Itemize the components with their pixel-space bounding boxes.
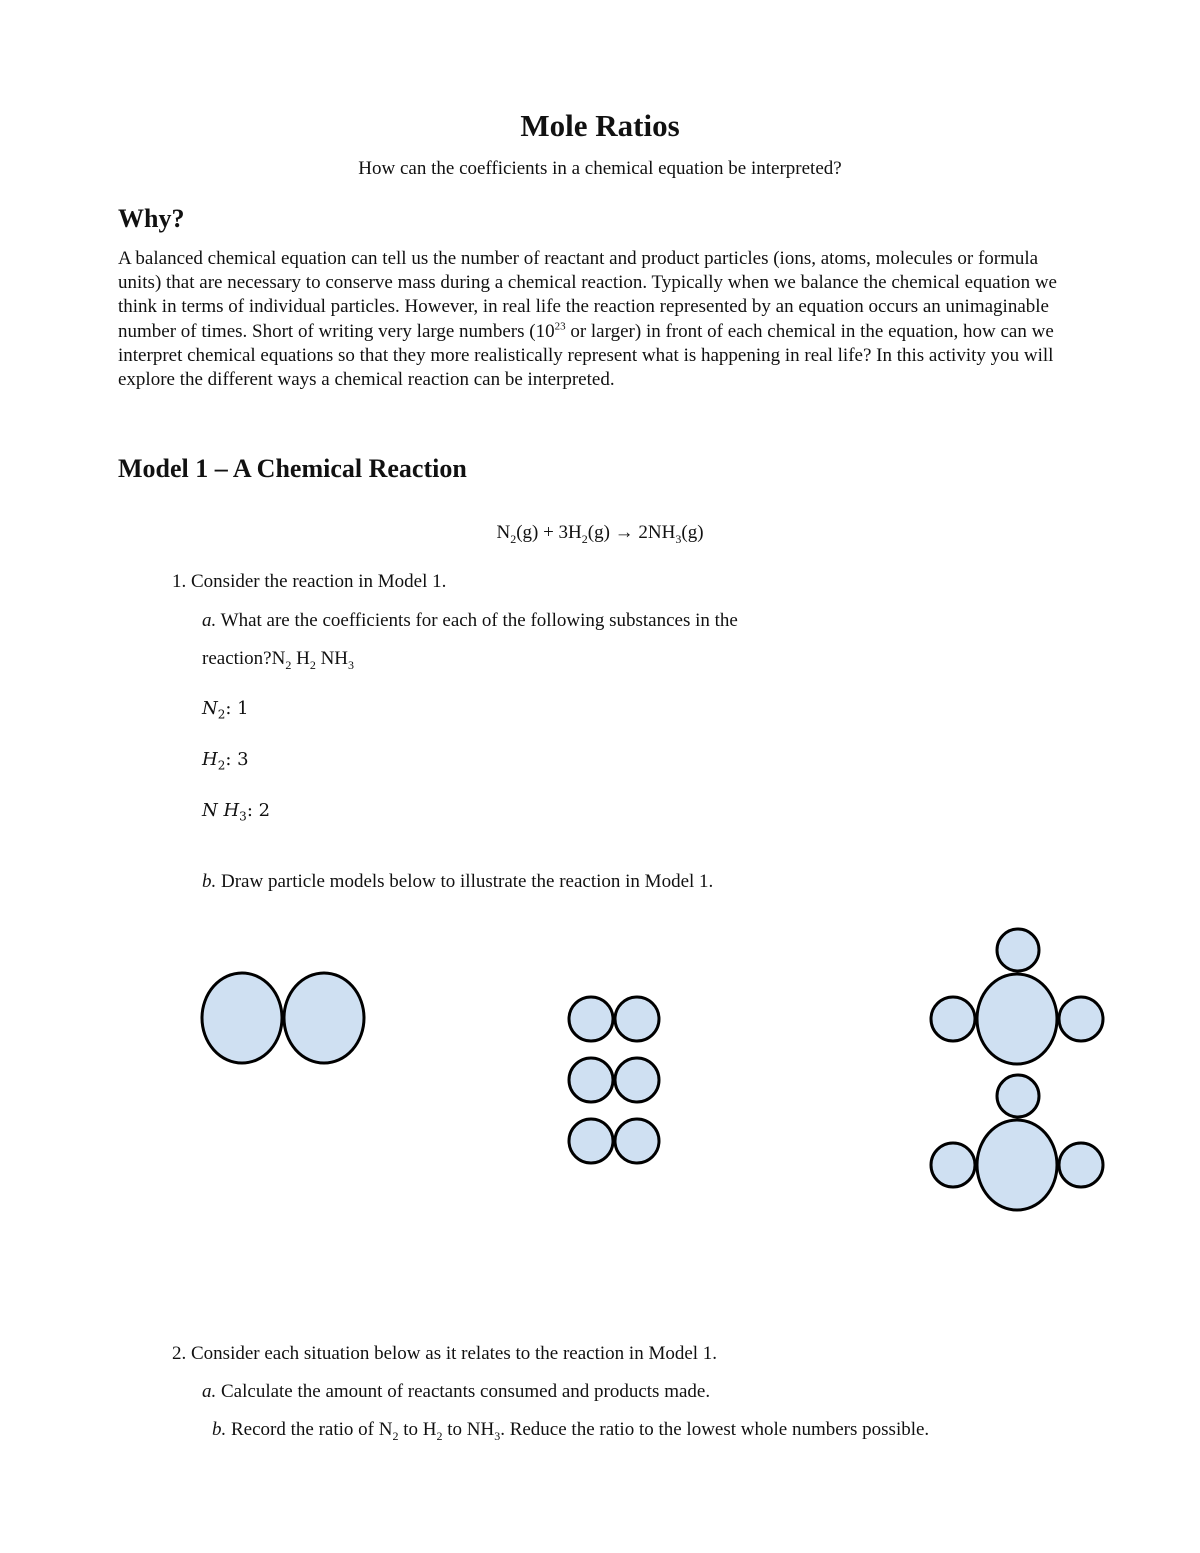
h2-molecule — [569, 1119, 659, 1163]
hydrogen-atom — [569, 1058, 613, 1102]
q1b-text: Draw particle models below to illustrate the reaction in Model 1. — [216, 871, 714, 892]
eq-h2: (g) + 3H — [516, 522, 582, 543]
question-2a — [202, 1381, 710, 1403]
n2-molecule — [202, 973, 364, 1063]
hydrogen-atom — [931, 1143, 975, 1187]
hydrogen-atom — [1059, 997, 1103, 1041]
answer-nh3-value: : 2 — [246, 800, 271, 821]
page-subtitle: How can the coefficients in a chemical equation be interpreted? — [358, 158, 842, 179]
q2b-letter: b. — [212, 1419, 227, 1440]
q1a-sub3: 3 — [348, 657, 355, 672]
hydrogen-atom — [615, 1058, 659, 1102]
why-paragraph-part1: A balanced chemical equation can tell us the number of reactant and product particles (ions, atoms, molecules or formula units) that are necessary to conserve mass during a chemical reaction. Typically when we balance the chemical equation we think in terms of individual particles. However, in real life the reaction represented by an equation occurs an unimaginable number of times. Short of writing very large numbers (10 — [118, 248, 1057, 342]
q1a-letter: a. — [202, 610, 217, 631]
q1a-sub2: 2 — [309, 657, 316, 672]
answer-n2-sub: 2 — [217, 707, 226, 722]
q2b-sub2: 2 — [436, 1428, 443, 1443]
model1-heading: Model 1 – A Chemical Reaction — [118, 454, 467, 483]
q1a-text: What are the coefficients for each of the following substances in the — [216, 610, 738, 631]
question-2: 2. Consider each situation below as it relates to the reaction in Model 1. — [172, 1343, 718, 1364]
q2b-text1: Record the ratio of N — [226, 1419, 393, 1440]
why-heading: Why? — [118, 204, 185, 233]
answer-h2-value: : 3 — [225, 749, 249, 770]
hydrogen-atom — [569, 997, 613, 1041]
answer-h2-formula: H — [202, 749, 218, 770]
page-title: Mole Ratios — [520, 108, 680, 143]
q2a-text: Calculate the amount of reactants consumed and products made. — [216, 1381, 711, 1402]
nh3-molecule — [931, 929, 1103, 1064]
exponent: 23 — [554, 320, 566, 333]
q1a-text2: reaction?N — [202, 648, 286, 669]
hydrogen-atom — [931, 997, 975, 1041]
q1a-sub1: 2 — [285, 657, 292, 672]
hydrogen-atom — [569, 1119, 613, 1163]
question-1: 1. Consider the reaction in Model 1. — [172, 571, 447, 592]
eq-nh3: (g) → 2NH — [587, 522, 676, 543]
answer-n2-value: : 1 — [225, 698, 249, 719]
q1a-mid1: H — [291, 648, 310, 669]
hydrogen-atom — [997, 1075, 1039, 1117]
nitrogen-atom — [284, 973, 364, 1063]
hydrogen-atom — [997, 929, 1039, 971]
answer-nh3-sub: 3 — [239, 809, 247, 824]
hydrogen-atom — [615, 997, 659, 1041]
why-paragraph-part2: or larger) in front of each chemical in the equation, how can we interpret chemical equations so that they more realistically represent what is happening in real life? In this activity you will explore the different ways a chemical reaction can be interpreted. — [118, 320, 1054, 391]
q1a-mid2: NH — [315, 648, 349, 669]
eq-n2: N — [496, 522, 511, 543]
eq-h2-sub: 2 — [581, 531, 588, 546]
h2-molecule — [569, 1058, 659, 1102]
nitrogen-atom — [202, 973, 282, 1063]
q2b-text4: . Reduce the ratio to the lowest whole numbers possible. — [500, 1419, 930, 1440]
question-2b — [212, 1419, 929, 1444]
nitrogen-atom — [977, 974, 1057, 1064]
nh3-molecule — [931, 1075, 1103, 1210]
answer-h2-sub: 2 — [217, 758, 226, 773]
answer-nh3-formula: N H — [202, 800, 240, 821]
answer-n2-formula: N — [202, 698, 218, 719]
eq-nh3-sub: 3 — [675, 531, 682, 546]
q2b-sub3: 3 — [494, 1428, 501, 1443]
q2b-text3: to NH — [442, 1419, 495, 1440]
hydrogen-atom — [615, 1119, 659, 1163]
nitrogen-atom — [977, 1120, 1057, 1210]
q1b-letter: b. — [202, 871, 217, 892]
eq-state: (g) — [681, 522, 704, 543]
h2-molecule — [569, 997, 659, 1041]
eq-n2-sub: 2 — [510, 531, 517, 546]
hydrogen-atom — [1059, 1143, 1103, 1187]
q2b-sub1: 2 — [392, 1428, 399, 1443]
q2a-letter: a. — [202, 1381, 217, 1402]
q2b-text2: to H — [398, 1419, 437, 1440]
